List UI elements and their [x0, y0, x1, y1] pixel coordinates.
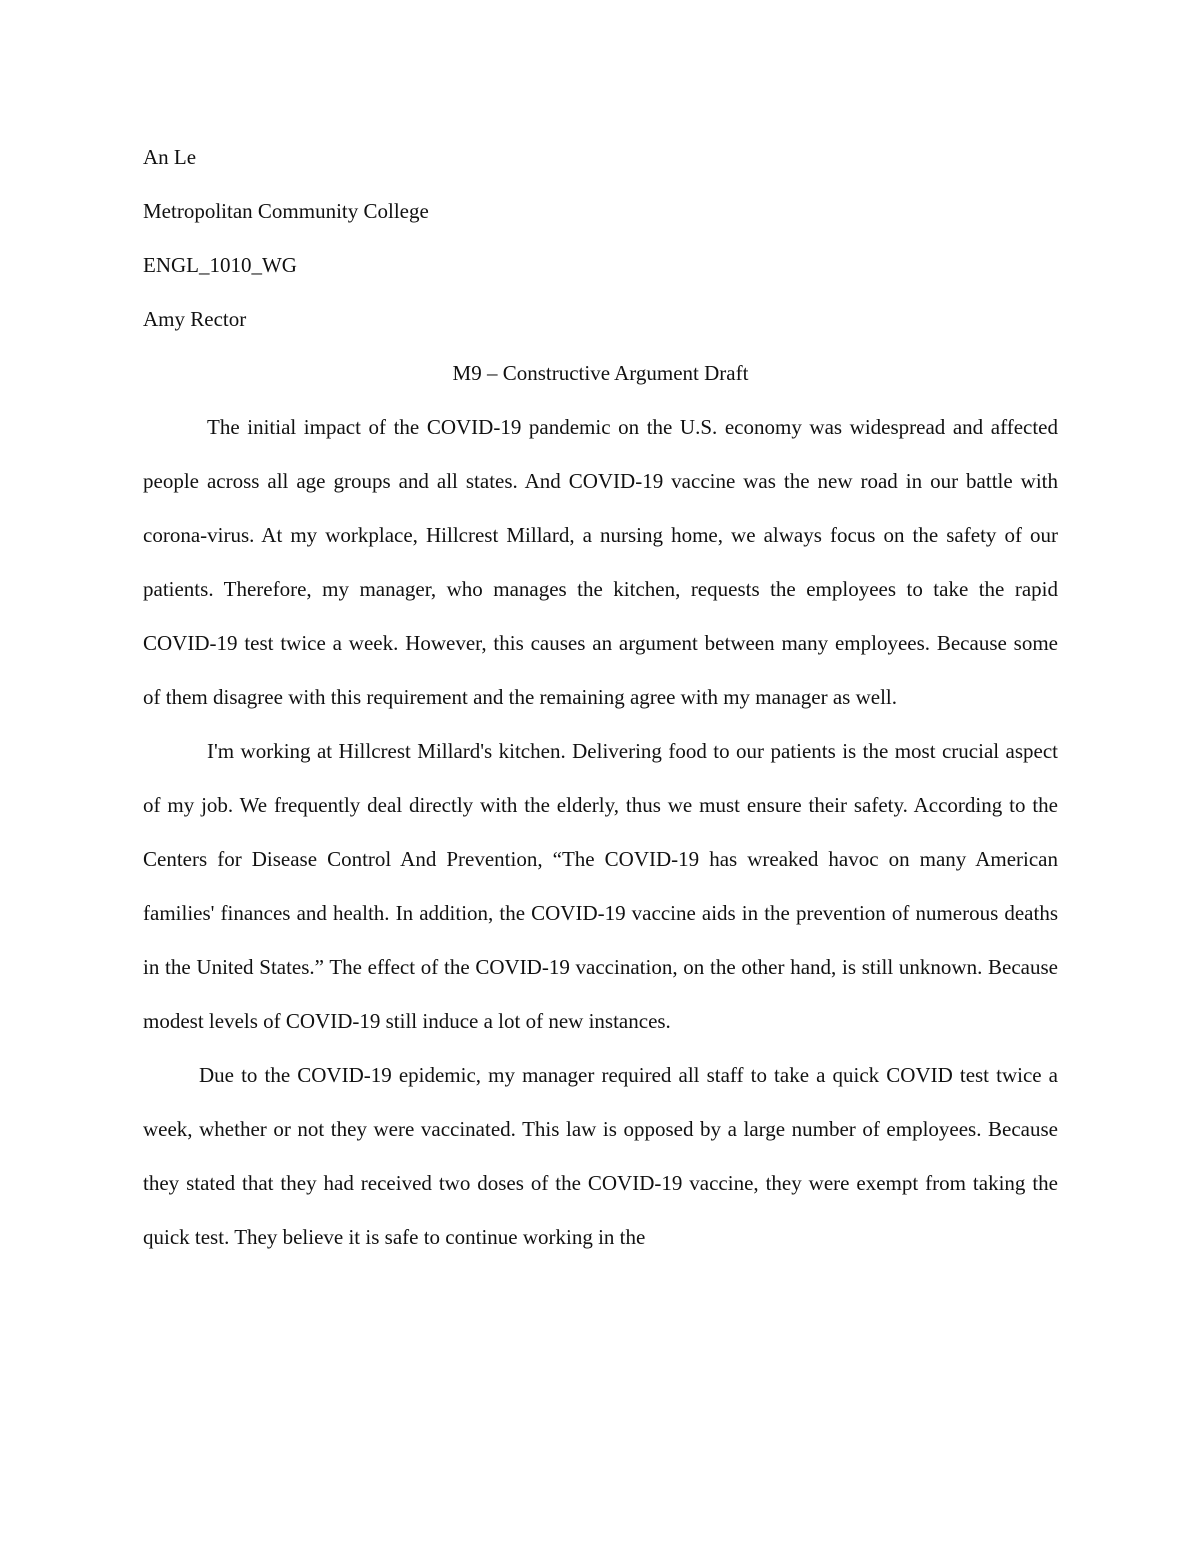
institution-name: Metropolitan Community College — [143, 199, 429, 223]
paragraph-2: I'm working at Hillcrest Millard's kitchen. Delivering food to our patients is the most crucial aspect of my job. We frequently deal directly with the elderly, thus we must ensure their safety. According to the Centers for Disease Control And Prevention, “The COVID-19 has wreaked havoc on many American families' finances and health. In addition, the COVID-19 vaccine aids in the prevention of numerous deaths in the United States.” The effect of the COVID-19 vaccination, on the other hand, is still unknown. Because modest levels of COVID-19 still induce a lot of new instances. — [143, 739, 1058, 1033]
course-code: ENGL_1010_WG — [143, 253, 297, 277]
paragraph-1: The initial impact of the COVID-19 pandemic on the U.S. economy was widespread and affected people across all age groups and all states. And COVID-19 vaccine was the new road in our battle with corona-virus. At my workplace, Hillcrest Millard, a nursing home, we always focus on the safety of our patients. Therefore, my manager, who manages the kitchen, requests the employees to take the rapid COVID-19 test twice a week. However, this causes an argument between many employees. Because some of them disagree with this requirement and the remaining agree with my manager as well. — [143, 415, 1058, 709]
paragraph-3: Due to the COVID-19 epidemic, my manager required all staff to take a quick COVID test twice a week, whether or not they were vaccinated. This law is opposed by a large number of employees. Because they stated that they had received two doses of the COVID-19 vaccine, they were exempt from taking the quick test. They believe it is safe to continue working in the — [143, 1063, 1058, 1249]
instructor-name: Amy Rector — [143, 307, 247, 331]
author-name: An Le — [143, 145, 197, 169]
document-title: M9 – Constructive Argument Draft — [452, 361, 749, 385]
document-body — [143, 130, 1058, 1264]
